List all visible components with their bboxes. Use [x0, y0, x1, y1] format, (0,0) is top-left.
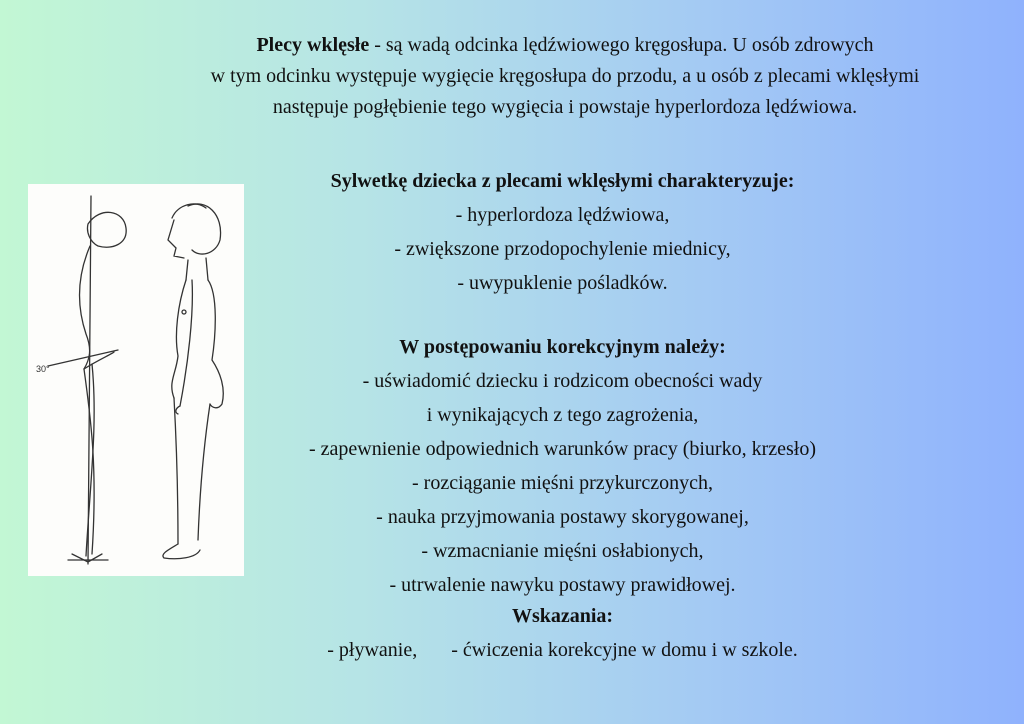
- correction-item: i wynikających z tego zagrożenia,: [426, 404, 699, 426]
- correction-item: - zapewnienie odpowiednich warunków pracy (biurko, krzesło): [308, 438, 817, 460]
- correction-item: - uświadomić dziecku i rodzicom obecności wady: [362, 370, 763, 392]
- correction-item: - nauka przyjmowania postawy skorygowanej,: [376, 506, 749, 528]
- intro-line-1: [110, 30, 1020, 61]
- characteristics-heading: Sylwetkę dziecka z plecami wklęsłymi charakteryzuje:: [330, 170, 795, 192]
- indications-heading: Wskazania:: [511, 605, 614, 627]
- posture-illustration: [28, 184, 244, 576]
- posture-drawing: [28, 184, 244, 576]
- indication-item: - pływanie,: [327, 639, 418, 661]
- correction-heading: W postępowaniu korekcyjnym należy:: [399, 336, 726, 358]
- characteristics-item: - zwiększone przodopochylenie miednicy,: [394, 238, 731, 260]
- intro-term: Plecy wklęsłe: [256, 34, 370, 56]
- indication-item: - ćwiczenia korekcyjne w domu i w szkole.: [451, 639, 798, 661]
- correction-item: - rozciąganie mięśni przykurczonych,: [412, 472, 713, 494]
- intro-line-2: w tym odcinku występuje wygięcie kręgosłupa do przodu, a u osób z plecami wklęsłymi: [210, 65, 920, 87]
- intro-line-1-text: - są wadą odcinka lędźwiowego kręgosłupa. U osób zdrowych: [369, 34, 874, 56]
- intro-paragraph: [110, 30, 1020, 123]
- characteristics-item: - uwypuklenie pośladków.: [457, 272, 668, 294]
- angle-label: 30°: [36, 364, 50, 374]
- correction-section: [240, 330, 885, 602]
- correction-item: - utrwalenie nawyku postawy prawidłowej.: [389, 574, 736, 596]
- indications-list: [240, 634, 885, 666]
- intro-line-3: następuje pogłębienie tego wygięcia i powstaje hyperlordoza lędźwiowa.: [272, 96, 858, 118]
- correction-item: - wzmacnianie mięśni osłabionych,: [421, 540, 704, 562]
- characteristics-item: - hyperlordoza lędźwiowa,: [455, 204, 670, 226]
- characteristics-section: [240, 164, 885, 300]
